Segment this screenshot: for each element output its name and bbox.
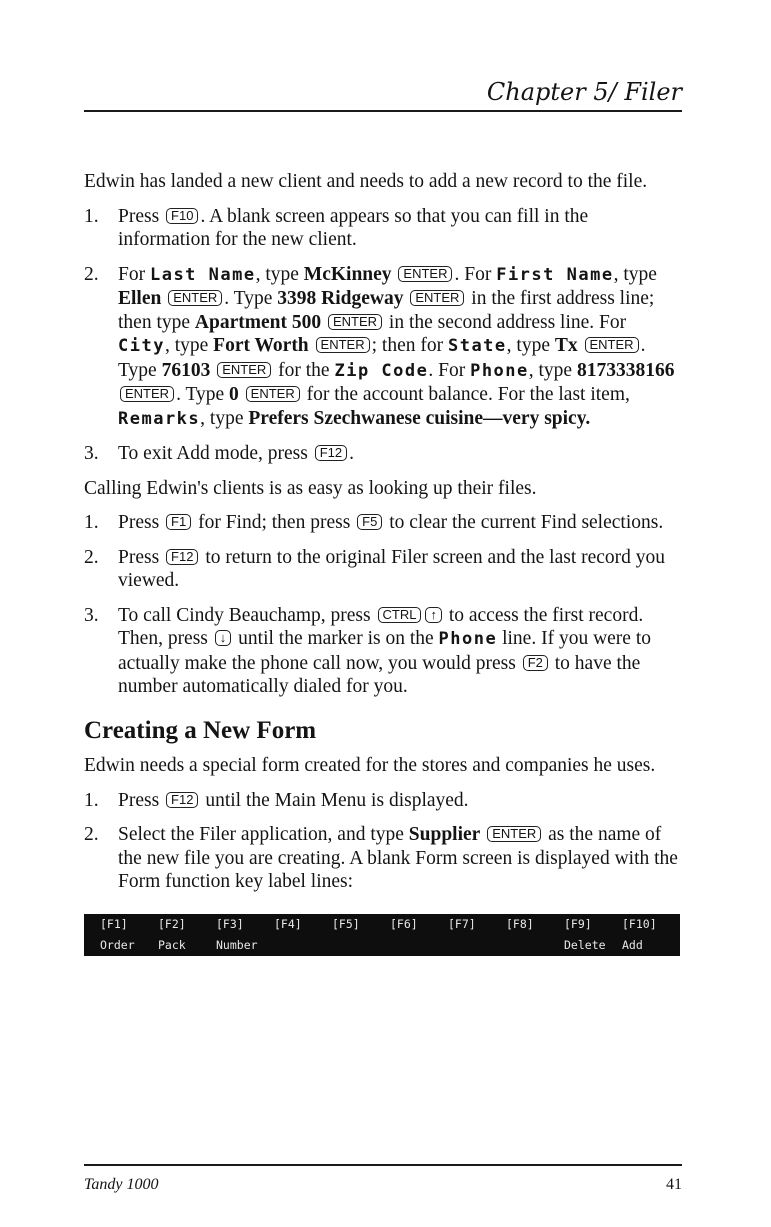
- enter-key: ENTER: [217, 362, 271, 378]
- f1-key: F1: [166, 514, 191, 530]
- up-arrow-key: ↑: [425, 607, 442, 623]
- enter-key: ENTER: [328, 314, 382, 330]
- ctrl-key: CTRL: [378, 607, 422, 623]
- page-content: [84, 170, 682, 956]
- field-name: Phone: [470, 360, 529, 381]
- new-form-steps: [84, 789, 682, 894]
- function-label-row: Order Pack Number Delete Add: [100, 937, 643, 952]
- field-name: State: [447, 336, 507, 356]
- enter-key: ENTER: [585, 337, 639, 353]
- f5-key: F5: [357, 514, 382, 530]
- intro-paragraph-1: Edwin has landed a new client and needs to add a new record to the file.: [84, 171, 648, 192]
- f12-key: F12: [166, 792, 198, 808]
- intro-paragraph-3: Edwin needs a special form created for the stores and companies he uses.: [84, 755, 656, 776]
- list-item: 1. Press F10 . A blank screen appears so that you can fill in the information for the new client.: [84, 205, 589, 250]
- intro-paragraph-2: Calling Edwin's clients is as easy as looking up their files.: [84, 477, 537, 499]
- function-key-row: [F1] [F2] [F3] [F4] [F5] [F6] [F7] [F8] [F9] [F10]: [100, 916, 657, 931]
- field-name: Remarks: [118, 408, 201, 429]
- field-name: City: [118, 336, 165, 356]
- chapter-header: Chapter 5/ Filer: [486, 78, 682, 106]
- f2-key: F2: [523, 655, 548, 671]
- enter-key: ENTER: [246, 386, 300, 402]
- f10-key: F10: [166, 208, 198, 224]
- field-name: Phone: [438, 629, 498, 649]
- function-key-label-lines: [84, 914, 680, 956]
- call-client-steps: [84, 511, 682, 699]
- list-item: 1. Press F12 until the Main Menu is displayed.: [84, 789, 469, 811]
- section-title: Creating a New Form: [84, 716, 317, 744]
- list-item: 3. To exit Add mode, press F12 .: [84, 443, 354, 464]
- f12-key: F12: [315, 445, 347, 461]
- list-item: 2. For Last Name, type McKinney ENTER . For First Name, type Ellen ENTER . Type 3398 Ridgeway ENTER in the first address line; then type Apartment 500 ENTER in the second address line. For City, type Fort Worth ENTER ; then for State, type Tx ENTER . Type 76103 ENTER for the Zip Code. For Phone, type 8173338166 ENTER . Type 0 ENTER for the account balance. For the last item, Remarks, type Prefers Szechwanese cuisine—very spicy.: [84, 263, 675, 429]
- enter-key: ENTER: [410, 290, 464, 306]
- page-number: 41: [666, 1176, 682, 1193]
- footer-rule: [84, 1164, 682, 1166]
- enter-key: ENTER: [316, 337, 370, 353]
- list-item: 1. Press F1 for Find; then press F5 to clear the current Find selections.: [84, 512, 664, 533]
- footer-title: Tandy 1000: [84, 1176, 159, 1193]
- field-name: Last Name: [149, 264, 256, 285]
- enter-key: ENTER: [398, 266, 452, 282]
- field-name: Zip Code: [334, 360, 429, 381]
- header-rule: [84, 110, 682, 112]
- down-arrow-key: ↓: [215, 630, 232, 646]
- list-item: 2. Select the Filer application, and type Supplier ENTER as the name of the new file you are creating. A blank Form screen is displayed with the Form function key label lines:: [84, 824, 678, 892]
- enter-key: ENTER: [168, 290, 222, 306]
- add-record-steps: [84, 205, 682, 466]
- list-item: 2. Press F12 to return to the original Filer screen and the last record you viewed.: [84, 546, 666, 591]
- enter-key: ENTER: [487, 826, 541, 842]
- enter-key: ENTER: [120, 386, 174, 402]
- f12-key: F12: [166, 549, 198, 565]
- field-name: First Name: [496, 264, 614, 285]
- list-item: 3. To call Cindy Beauchamp, press CTRL ↑ to access the first record. Then, press ↓ until the marker is on the Phone line. If you were to actually make the phone call now, you would press F2 to have the number automatically dialed for you.: [84, 604, 652, 697]
